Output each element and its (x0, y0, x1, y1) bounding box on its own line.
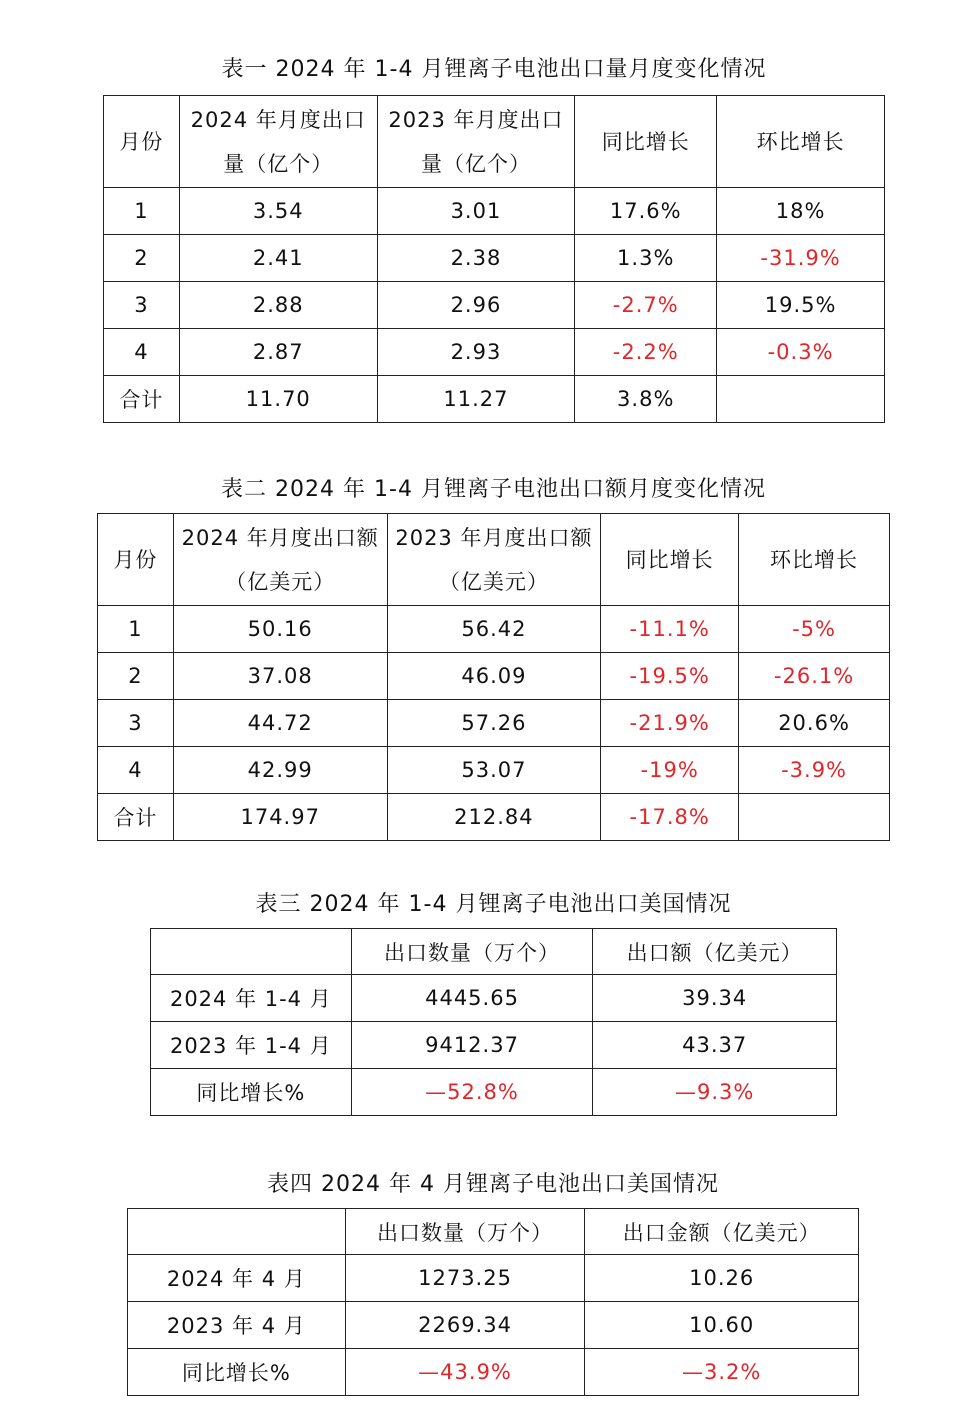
table-cell: 2024 年 1-4 月 (151, 975, 352, 1022)
table4-header-quantity: 出口数量（万个） (345, 1209, 585, 1255)
table-cell: -3.9% (739, 747, 890, 794)
table-cell: 39.34 (593, 975, 837, 1022)
table-row (98, 700, 890, 747)
table2-header-mom: 环比增长 (739, 514, 890, 606)
table-cell: 3 (98, 700, 174, 747)
table-cell: -19.5% (601, 653, 739, 700)
table-cell: -19% (601, 747, 739, 794)
table-cell: 2 (104, 235, 180, 282)
table1-header-yoy: 同比增长 (575, 96, 717, 188)
table-cell: -5% (739, 606, 890, 653)
table1 (103, 95, 885, 423)
table-cell: 同比增长% (128, 1349, 346, 1396)
table-cell: 2024 年 4 月 (128, 1255, 346, 1302)
table-row (151, 1022, 837, 1069)
table-cell: 56.42 (387, 606, 601, 653)
table-row (104, 376, 885, 423)
table-cell: 1 (104, 188, 180, 235)
table3-header-amount: 出口额（亿美元） (593, 929, 837, 975)
table4-header-row (128, 1209, 859, 1255)
table-cell: 11.70 (179, 376, 377, 423)
table-cell: 2023 年 1-4 月 (151, 1022, 352, 1069)
table2-header-2023: 2023 年月度出口额（亿美元） (387, 514, 601, 606)
table-cell: 2023 年 4 月 (128, 1302, 346, 1349)
table-row (104, 235, 885, 282)
table3-title: 表三 2024 年 1-4 月锂离子电池出口美国情况 (255, 892, 732, 917)
table-cell: 合计 (104, 376, 180, 423)
table-cell: -11.1% (601, 606, 739, 653)
table-cell: 2.88 (179, 282, 377, 329)
table-cell: 19.5% (717, 282, 885, 329)
table-cell: 57.26 (387, 700, 601, 747)
table-cell: 3.01 (377, 188, 575, 235)
table-cell: 2.38 (377, 235, 575, 282)
table4-header-amount: 出口金额（亿美元） (585, 1209, 859, 1255)
table-row (98, 606, 890, 653)
table1-section (103, 55, 885, 423)
table1-title: 表一 2024 年 1-4 月锂离子电池出口量月度变化情况 (221, 57, 767, 82)
table-cell: 42.99 (173, 747, 387, 794)
table-cell: 4 (104, 329, 180, 376)
table-cell: 44.72 (173, 700, 387, 747)
table4-title: 表四 2024 年 4 月锂离子电池出口美国情况 (267, 1172, 719, 1197)
table-cell: 2.93 (377, 329, 575, 376)
table4-header-blank (128, 1209, 346, 1255)
table3-header-quantity: 出口数量（万个） (351, 929, 593, 975)
table-cell: 3.54 (179, 188, 377, 235)
table-cell: 2.41 (179, 235, 377, 282)
table-cell: 4 (98, 747, 174, 794)
table-cell (717, 376, 885, 423)
table-cell: 11.27 (377, 376, 575, 423)
table-cell: 2.87 (179, 329, 377, 376)
table-row (128, 1349, 859, 1396)
table4-section (127, 1170, 859, 1396)
table-row (98, 653, 890, 700)
table3-section (150, 890, 837, 1116)
table-cell: 10.26 (585, 1255, 859, 1302)
table-cell: 43.37 (593, 1022, 837, 1069)
table-cell: -21.9% (601, 700, 739, 747)
table-cell: 37.08 (173, 653, 387, 700)
table2-title: 表二 2024 年 1-4 月锂离子电池出口额月度变化情况 (221, 477, 766, 502)
table-cell: 46.09 (387, 653, 601, 700)
table-cell: 2.96 (377, 282, 575, 329)
table1-header-mom: 环比增长 (717, 96, 885, 188)
table2-header-yoy: 同比增长 (601, 514, 739, 606)
table-cell: 1273.25 (345, 1255, 585, 1302)
table-cell: 同比增长% (151, 1069, 352, 1116)
table-cell: 53.07 (387, 747, 601, 794)
table-cell: 4445.65 (351, 975, 593, 1022)
table2-header-month: 月份 (98, 514, 174, 606)
table-cell: —43.9% (345, 1349, 585, 1396)
table-cell: 2269.34 (345, 1302, 585, 1349)
table3-header-row (151, 929, 837, 975)
table-cell: 9412.37 (351, 1022, 593, 1069)
table-cell: -2.7% (575, 282, 717, 329)
table1-header-row (104, 96, 885, 188)
table-cell: —9.3% (593, 1069, 837, 1116)
table-cell: 174.97 (173, 794, 387, 841)
table-cell: 10.60 (585, 1302, 859, 1349)
table-cell: 3.8% (575, 376, 717, 423)
table-row (104, 329, 885, 376)
table-cell: 50.16 (173, 606, 387, 653)
table-cell: 1.3% (575, 235, 717, 282)
table1-header-2024: 2024 年月度出口量（亿个） (179, 96, 377, 188)
table3 (150, 928, 837, 1116)
table2-section (97, 475, 890, 841)
table-cell: -0.3% (717, 329, 885, 376)
table-row (151, 1069, 837, 1116)
table-cell: -31.9% (717, 235, 885, 282)
table-cell: —52.8% (351, 1069, 593, 1116)
table-cell: -2.2% (575, 329, 717, 376)
table-row (128, 1255, 859, 1302)
table3-header-blank (151, 929, 352, 975)
table-cell: 合计 (98, 794, 174, 841)
table2-header-2024: 2024 年月度出口额（亿美元） (173, 514, 387, 606)
table-cell: -26.1% (739, 653, 890, 700)
table2-header-row (98, 514, 890, 606)
table-cell: —3.2% (585, 1349, 859, 1396)
table-cell: 17.6% (575, 188, 717, 235)
table-row (104, 188, 885, 235)
table-row (104, 282, 885, 329)
table4 (127, 1208, 859, 1396)
table1-header-2023: 2023 年月度出口量（亿个） (377, 96, 575, 188)
table-cell: 3 (104, 282, 180, 329)
table-cell: 18% (717, 188, 885, 235)
table-row (128, 1302, 859, 1349)
table-cell: 212.84 (387, 794, 601, 841)
table-cell: 2 (98, 653, 174, 700)
table-cell: -17.8% (601, 794, 739, 841)
table2 (97, 513, 890, 841)
table-cell (739, 794, 890, 841)
table-cell: 1 (98, 606, 174, 653)
table-row (151, 975, 837, 1022)
table-row (98, 794, 890, 841)
table-row (98, 747, 890, 794)
table-cell: 20.6% (739, 700, 890, 747)
table1-header-month: 月份 (104, 96, 180, 188)
